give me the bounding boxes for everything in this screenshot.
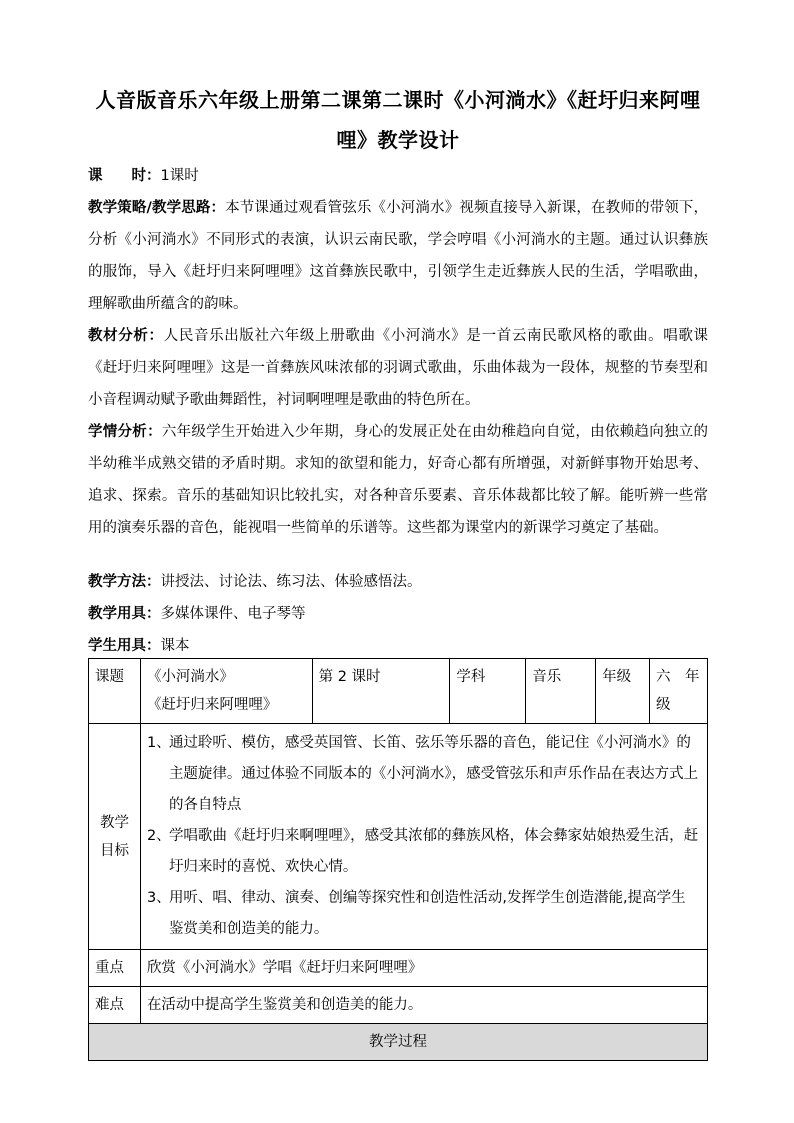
student-analysis-text: 六年级学生开始进入少年期，身心的发展正处在由幼稚趋向自觉，由依赖趋向独立的半幼稚半成熟交错的矛盾时期。求知的欲望和能力，好奇心都有所增强，对新鲜事物开始思考、追求、探索。音乐的基础知识比较扎实，对各种音乐要素、音乐体裁都比较了解。能听辨一些常用的演奏乐器的音色，能视唱一些简单的乐谱等。这些都为课堂内的新课学习奠定了基础。 (88, 424, 708, 536)
student-analysis-label: 学情分析： (88, 424, 162, 440)
goals-row (89, 724, 708, 950)
goal-item (147, 728, 699, 821)
topic-value (140, 659, 312, 724)
goal-text: 学唱歌曲《赶圩归来啊哩哩》，感受其浓郁的彝族风格，体会彝家姑娘热爱生活，赶圩归来时的喜悦、欢快心情。 (168, 828, 699, 875)
document-title: 人音版音乐六年级上册第二课第二课时《小河淌水》《赶圩归来阿哩哩》教学设计 (95, 88, 701, 152)
teaching-strategy-label: 教学策略/教学思路： (88, 200, 226, 216)
teaching-method-label: 教学方法： (88, 574, 161, 590)
student-analysis (88, 416, 708, 544)
difficulty-text: 在活动中提高学生鉴赏美和创造美的能力。 (140, 987, 707, 1024)
teaching-tools (88, 598, 708, 630)
goal-text: 通过聆听、模仿，感受英国管、长笛、弦乐等乐器的音色，能记住《小河淌水》的主题旋律。通过体验不同版本的《小河淌水》，感受管弦乐和声乐作品在表达方式上的各自特点 (168, 735, 699, 813)
material-analysis (88, 320, 708, 416)
subject-value: 音乐 (526, 659, 596, 724)
student-tools-text: 课本 (160, 638, 190, 654)
key-points-row (89, 950, 708, 987)
teaching-tools-text: 多媒体课件、电子琴等 (160, 606, 306, 622)
process-row (89, 1024, 708, 1061)
goal-number: 3、 (146, 890, 171, 906)
class-hours-value: 1课时 (160, 168, 199, 184)
goal-item (147, 883, 699, 945)
lesson-header-row (89, 659, 708, 724)
process-heading: 教学过程 (89, 1024, 708, 1061)
topic-label: 课题 (89, 659, 141, 724)
topic-line-2: 《赶圩归来阿哩哩》 (146, 697, 278, 713)
period-value: 第 2 课时 (312, 659, 450, 724)
key-points-label: 重点 (89, 950, 141, 987)
teaching-method (88, 566, 708, 598)
grade-value: 六 年级 (650, 659, 708, 724)
class-hours (88, 160, 708, 192)
teaching-strategy (88, 192, 708, 320)
goal-number: 1、 (146, 735, 171, 751)
grade-label: 年级 (596, 659, 650, 724)
difficulty-row (89, 987, 708, 1024)
goals-list (140, 724, 707, 950)
key-points-text: 欣赏《小河淌水》学唱《赶圩归来阿哩哩》 (140, 950, 707, 987)
topic-line-1: 《小河淌水》 (146, 669, 234, 685)
difficulty-label: 难点 (89, 987, 141, 1024)
teaching-method-text: 讲授法、讨论法、练习法、体验感悟法。 (160, 574, 422, 590)
lesson-table (88, 658, 708, 1061)
student-tools-label: 学生用具： (88, 638, 161, 654)
material-analysis-text: 人民音乐出版社六年级上册歌曲《小河淌水》是一首云南民歌风格的歌曲。唱歌课《赶圩归来阿哩哩》这是一首彝族风味浓郁的羽调式歌曲，乐曲体裁为一段体，规整的节奏型和小音程调动赋予歌曲舞蹈性，衬词啊哩哩是歌曲的特色所在。 (88, 328, 708, 408)
material-analysis-label: 教材分析： (88, 328, 164, 344)
teaching-tools-label: 教学用具： (88, 606, 161, 622)
goal-text: 用听、唱、律动、演奏、创编等探究性和创造性活动,发挥学生创造潜能,提高学生鉴赏美和创造美的能力。 (168, 890, 686, 937)
goal-item (147, 821, 699, 883)
class-hours-label: 课 时： (88, 168, 161, 184)
subject-label: 学科 (450, 659, 526, 724)
teaching-strategy-text: 本节课通过观看管弦乐《小河淌水》视频直接导入新课，在教师的带领下，分析《小河淌水》不同形式的表演，认识云南民歌，学会哼唱《小河淌水的主题。通过认识彝族的服饰，导入《赶圩归来阿哩哩》这首彝族民歌中，引领学生走近彝族人民的生活，学唱歌曲，理解歌曲所蕴含的韵味。 (88, 200, 708, 312)
goals-label: 教学目标 (89, 724, 141, 950)
goal-number: 2、 (146, 828, 171, 844)
